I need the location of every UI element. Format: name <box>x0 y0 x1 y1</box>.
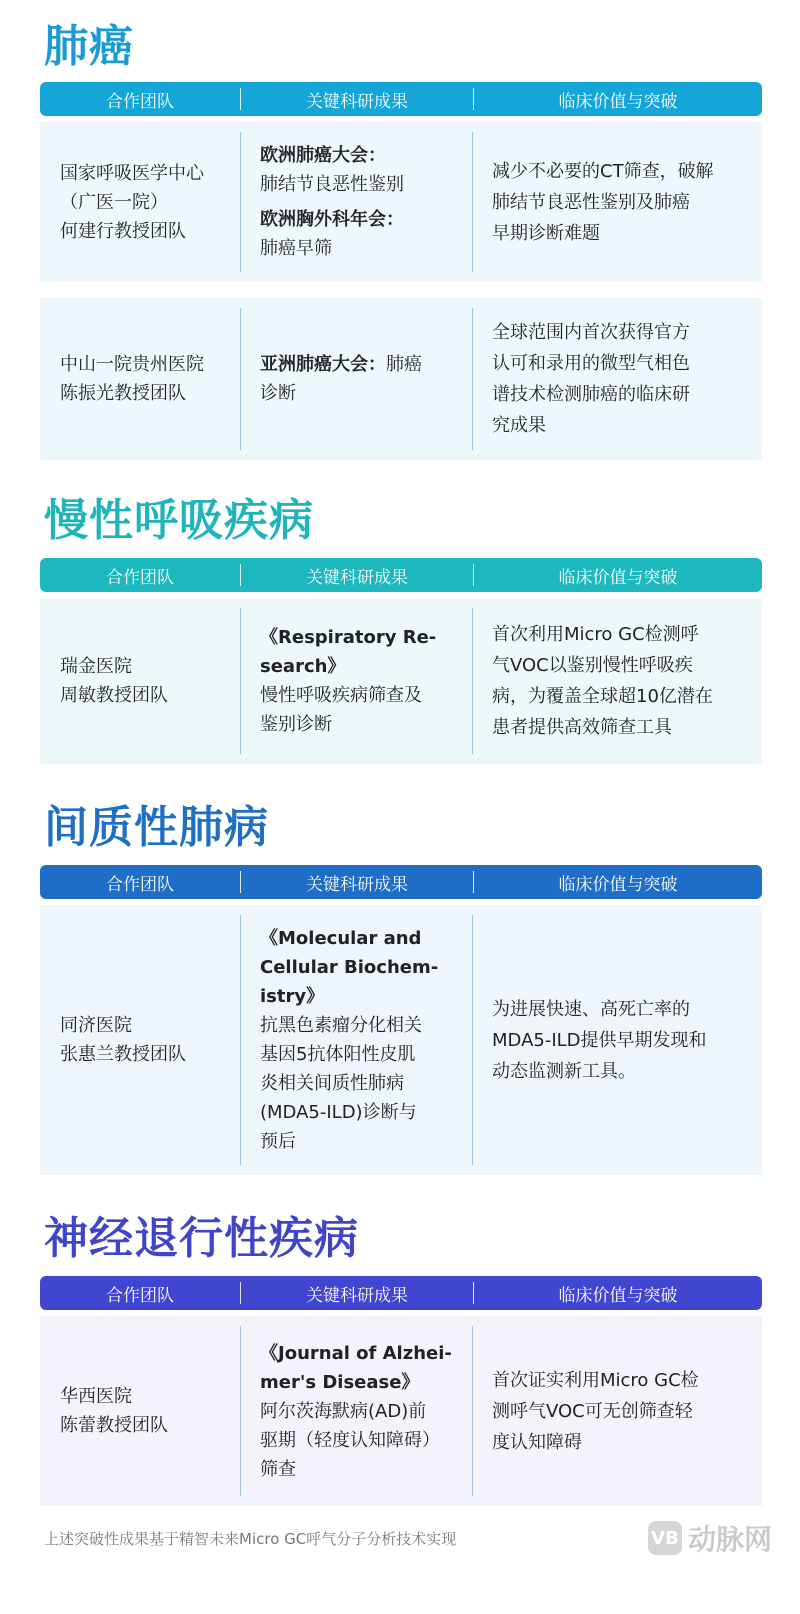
research-line <box>260 710 462 739</box>
column-header: 合作团队 <box>106 874 174 895</box>
research-line <box>260 953 462 982</box>
team-line: 国家呼吸医学中心 <box>60 162 204 184</box>
section-title: 间质性肺病 <box>44 802 269 853</box>
research-text: 诊断 <box>260 383 296 404</box>
research-line <box>260 1397 462 1426</box>
clinical-value-cell <box>472 132 762 272</box>
team-line: 陈振光教授团队 <box>60 383 186 404</box>
research-text: (MDA5-ILD)诊断与 <box>260 1102 417 1123</box>
table-row <box>40 122 762 282</box>
research-line <box>260 1426 462 1455</box>
team-line: 瑞金医院 <box>60 656 132 677</box>
team-cell <box>40 298 240 460</box>
research-venue: 《Journal of Alzhei- <box>260 1342 452 1364</box>
research-line <box>260 170 462 199</box>
clinical-value-line: 患者提供高效筛查工具 <box>492 717 672 738</box>
table-header <box>40 865 762 899</box>
column-header: 合作团队 <box>106 91 174 112</box>
section-title: 神经退行性疾病 <box>44 1213 359 1264</box>
clinical-value-cell <box>472 308 762 450</box>
clinical-value-line: 病，为覆盖全球超10亿潜在 <box>492 686 713 707</box>
research-text: 阿尔茨海默病(AD)前 <box>260 1400 427 1422</box>
research-venue: 《Respiratory Re- <box>260 627 437 648</box>
clinical-value-cell <box>472 1326 762 1496</box>
team-cell <box>40 598 240 764</box>
research-line <box>260 205 462 234</box>
section-title: 肺癌 <box>44 21 134 72</box>
research-line <box>260 379 462 408</box>
research-text: 抗黑色素瘤分化相关 <box>260 1015 422 1036</box>
team-cell <box>40 122 240 282</box>
brand-watermark <box>648 1518 772 1558</box>
team-line: 张惠兰教授团队 <box>60 1044 186 1065</box>
column-header: 临床价值与突破 <box>558 1285 678 1306</box>
team-line: 周敏教授团队 <box>60 685 168 706</box>
research-text: 驱期（轻度认知障碍） <box>260 1429 440 1451</box>
research-line <box>260 652 462 681</box>
clinical-value-line: 测呼气VOC可无创筛查轻 <box>492 1400 693 1422</box>
research-text: 筛查 <box>260 1458 296 1480</box>
research-venue: 欧洲胸外科年会： <box>260 209 404 230</box>
clinical-value-line: 首次利用Micro GC检测呼 <box>492 624 699 645</box>
research-text: 肺结节良恶性鉴别 <box>260 174 404 195</box>
team-line: 华西医院 <box>60 1386 132 1407</box>
research-cell <box>240 308 472 450</box>
table-header <box>40 558 762 592</box>
table-row <box>40 905 762 1175</box>
research-venue: search》 <box>260 656 346 677</box>
clinical-value-line: 气VOC以鉴别慢性呼吸疾 <box>492 655 693 676</box>
research-venue: Cellular Biochem- <box>260 957 439 978</box>
column-header: 关键科研成果 <box>306 567 408 588</box>
team-line: 何建行教授团队 <box>60 220 186 242</box>
clinical-value-line: 为进展快速、高死亡率的 <box>492 998 690 1020</box>
research-line <box>260 1011 462 1040</box>
clinical-value-line: 首次证实利用Micro GC检 <box>492 1369 699 1391</box>
research-cell <box>240 915 472 1165</box>
table-header <box>40 1276 762 1310</box>
research-line <box>260 1368 462 1397</box>
clinical-value-line: 减少不必要的CT筛查，破解 <box>492 160 714 182</box>
clinical-value-line: MDA5-ILD提供早期发现和 <box>492 1029 707 1051</box>
table-row <box>40 298 762 460</box>
clinical-value-line: 早期诊断难题 <box>492 222 600 244</box>
clinical-value-cell <box>472 915 762 1165</box>
team-line: （广医一院） <box>60 191 168 213</box>
column-header: 临床价值与突破 <box>558 567 678 588</box>
research-text: 肺癌 <box>386 354 422 375</box>
research-line <box>260 1339 462 1368</box>
column-header: 关键科研成果 <box>306 874 408 895</box>
brand-name: 动脉网 <box>687 1523 772 1556</box>
section-title: 慢性呼吸疾病 <box>44 495 314 546</box>
research-line <box>260 1069 462 1098</box>
research-text: 肺癌早筛 <box>260 238 332 259</box>
research-line <box>260 1127 462 1156</box>
research-line <box>260 681 462 710</box>
column-header: 临床价值与突破 <box>558 874 678 895</box>
column-header: 合作团队 <box>106 567 174 588</box>
research-text: 预后 <box>260 1131 296 1152</box>
research-cell <box>240 1326 472 1496</box>
research-text: 慢性呼吸疾病筛查及 <box>260 685 422 706</box>
team-cell <box>40 1316 240 1506</box>
team-line: 中山一院贵州医院 <box>60 354 204 375</box>
research-line <box>260 141 462 170</box>
research-cell <box>240 132 472 272</box>
clinical-value-line: 谱技术检测肺癌的临床研 <box>492 384 690 405</box>
column-header: 临床价值与突破 <box>558 91 678 112</box>
clinical-value-line: 动态监测新工具。 <box>492 1060 636 1082</box>
research-line <box>260 234 462 263</box>
research-venue: 亚洲肺癌大会： <box>260 354 386 375</box>
team-line: 同济医院 <box>60 1015 132 1036</box>
clinical-value-cell <box>472 608 762 754</box>
research-line <box>260 350 462 379</box>
table-row <box>40 1316 762 1506</box>
research-line <box>260 1455 462 1484</box>
research-line <box>260 1098 462 1127</box>
research-venue: mer's Disease》 <box>260 1371 420 1393</box>
research-text: 鉴别诊断 <box>260 714 332 735</box>
research-line <box>260 623 462 652</box>
clinical-value-line: 度认知障碍 <box>492 1431 582 1453</box>
clinical-value-line: 肺结节良恶性鉴别及肺癌 <box>492 191 690 213</box>
clinical-value-line: 全球范围内首次获得官方 <box>492 322 690 343</box>
research-text: 炎相关间质性肺病 <box>260 1073 404 1094</box>
team-cell <box>40 905 240 1175</box>
clinical-value-line: 认可和录用的微型气相色 <box>492 353 690 374</box>
clinical-value-line: 究成果 <box>492 415 546 436</box>
column-header: 关键科研成果 <box>306 91 408 112</box>
research-line <box>260 1040 462 1069</box>
research-venue: istry》 <box>260 986 325 1007</box>
research-line <box>260 982 462 1011</box>
table-row <box>40 598 762 764</box>
brand-logo-icon: VB <box>648 1521 682 1555</box>
team-line: 陈蕾教授团队 <box>60 1415 168 1436</box>
research-line <box>260 924 462 953</box>
research-venue: 欧洲肺癌大会： <box>260 145 386 166</box>
research-venue: 《Molecular and <box>260 928 422 949</box>
research-cell <box>240 608 472 754</box>
table-header <box>40 82 762 116</box>
column-header: 合作团队 <box>106 1285 174 1306</box>
column-header: 关键科研成果 <box>306 1285 408 1306</box>
research-text: 基因5抗体阳性皮肌 <box>260 1044 416 1065</box>
footer-note: 上述突破性成果基于精智未来Micro GC呼气分子分析技术实现 <box>44 1530 457 1548</box>
